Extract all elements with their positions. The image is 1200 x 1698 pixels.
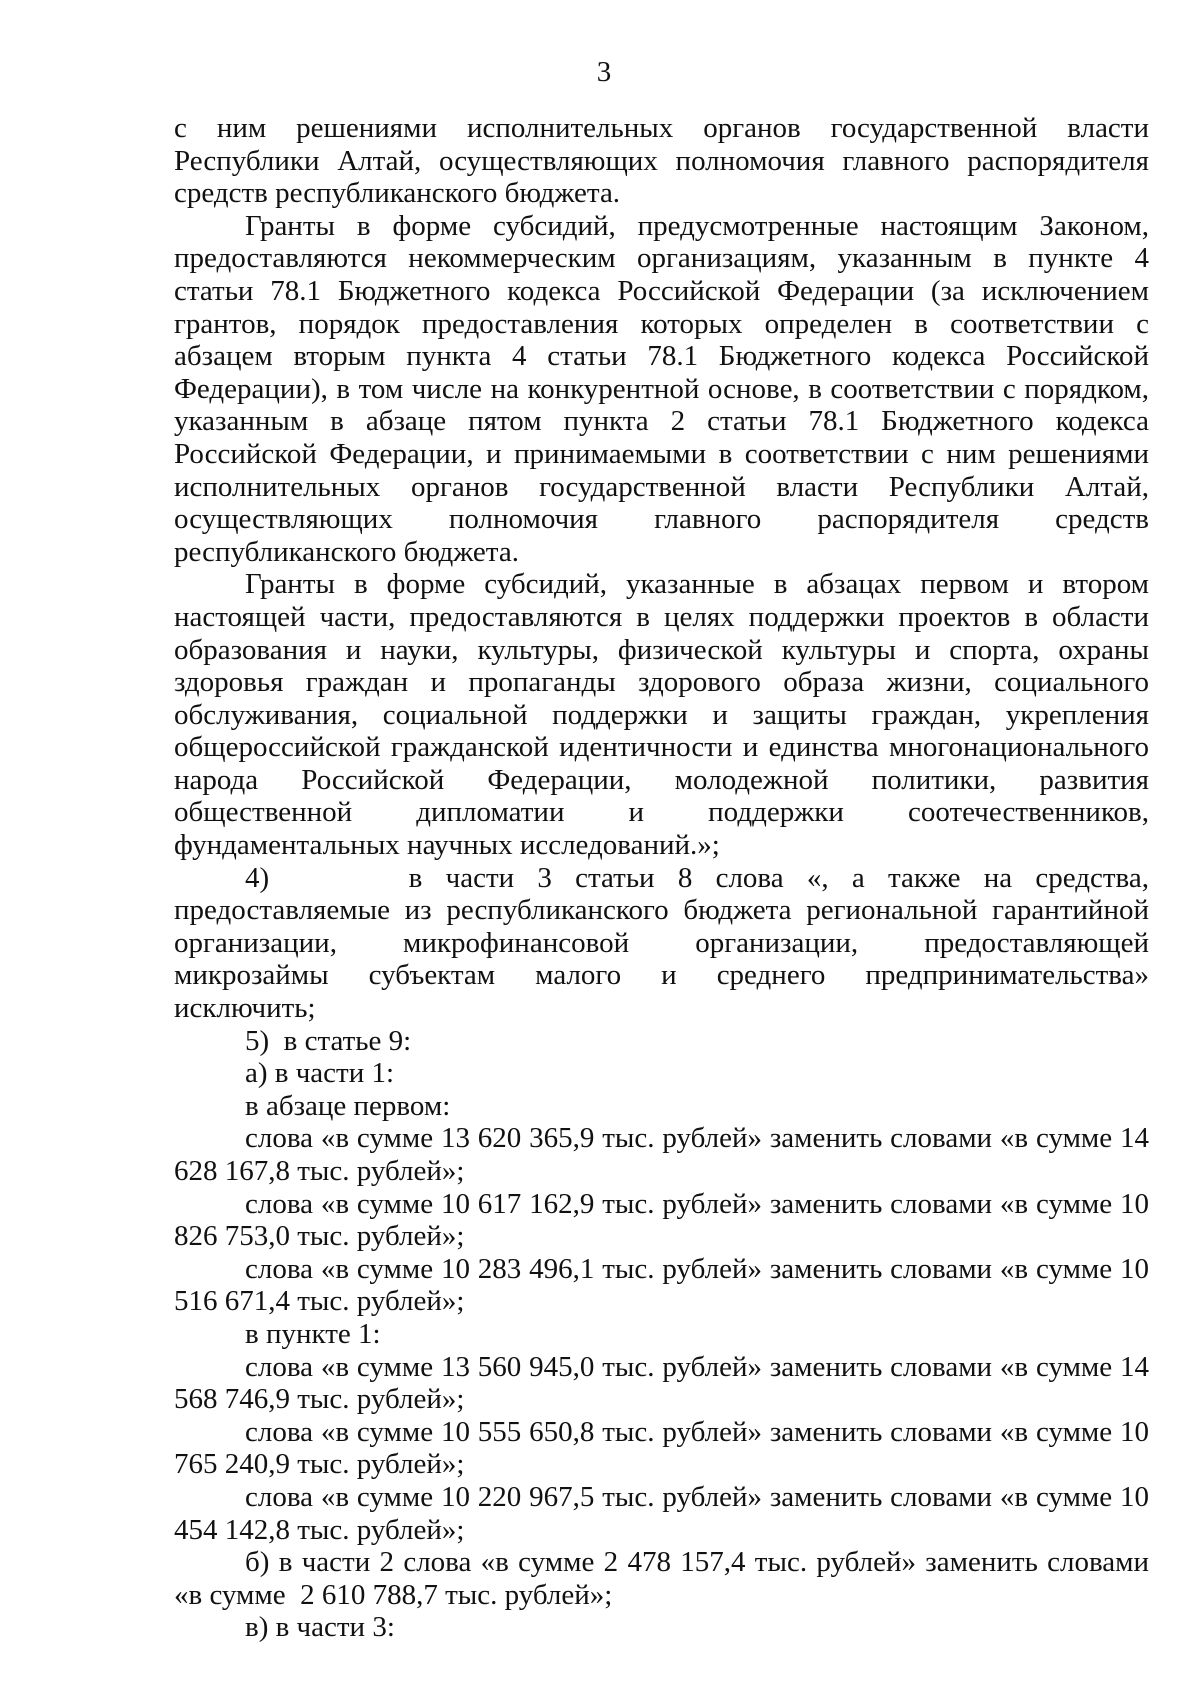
- subitem-v: в) в части 3:: [245, 1611, 395, 1644]
- amendment-line: слова «в сумме 10 220 967,5 тыс. рублей» заменить словами «в сумме 10 454 142,8 тыс. рублей»;: [174, 1480, 1149, 1546]
- amendment-line: слова «в сумме 10 555 650,8 тыс. рублей» заменить словами «в сумме 10 765 240,9 тыс. рублей»;: [174, 1415, 1149, 1481]
- amendment-line: слова «в сумме 10 617 162,9 тыс. рублей» заменить словами «в сумме 10 826 753,0 тыс. рублей»;: [174, 1187, 1149, 1253]
- paragraph-grants-purposes: Гранты в форме субсидий, указанные в абзацах первом и втором настоящей части, предоставляются в целях поддержки проектов в области образования и науки, культуры, физической культуры и спорта, охраны здоровья граждан и пропаганды здорового образа жизни, социального обслуживания, социальной поддержки и защиты граждан, укрепления общероссийской гражданской идентичности и единства многонационального народа Российской Федерации, молодежной политики, развития общественной дипломатии и поддержки соотечественников, фундаментальных научных исследований.»;: [174, 568, 1149, 862]
- subitem-b: б) в части 2 слова «в сумме 2 478 157,4 тыс. рублей» заменить словами «в сумме 2 610 788,7 тыс. рублей»;: [174, 1546, 1149, 1611]
- page-number: 3: [596, 56, 612, 88]
- amendment-line: слова «в сумме 13 560 945,0 тыс. рублей» заменить словами «в сумме 14 568 746,9 тыс. рублей»;: [174, 1350, 1149, 1416]
- paragraph-continuation: с ним решениями исполнительных органов государственной власти Республики Алтай, осуществляющих полномочия главного распорядителя средств республиканского бюджета.: [174, 112, 1149, 210]
- amendment-line: слова «в сумме 10 283 496,1 тыс. рублей» заменить словами «в сумме 10 516 671,4 тыс. рублей»;: [174, 1252, 1149, 1318]
- list-item-5: 5) в статье 9:: [245, 1024, 412, 1057]
- amendment-line: слова «в сумме 13 620 365,9 тыс. рублей» заменить словами «в сумме 14 628 167,8 тыс. рублей»;: [174, 1122, 1149, 1187]
- point-1-heading: в пункте 1:: [245, 1317, 381, 1350]
- subitem-a: а) в части 1:: [245, 1057, 395, 1090]
- list-item-4: 4) в части 3 статьи 8 слова «, а также на средства, предоставляемые из республиканского бюджета региональной гарантийной организации, микрофинансовой организации, предоставляющей микрозаймы субъектам малого и среднего предпринимательства» исключить;: [174, 861, 1149, 1025]
- first-paragraph-heading: в абзаце первом:: [245, 1089, 451, 1122]
- document-body: [174, 112, 1149, 1644]
- paragraph-grants-provision: Гранты в форме субсидий, предусмотренные настоящим Законом, предоставляются некоммерческим организациям, указанным в пункте 4 статьи 78.1 Бюджетного кодекса Российской Федерации (за исключением грантов, порядок предоставления которых определен в соответствии с абзацем вторым пункта 4 статьи 78.1 Бюджетного кодекса Российской Федерации), в том числе на конкурентной основе, в соответствии с порядком, указанным в абзаце пятом пункта 2 статьи 78.1 Бюджетного кодекса Российской Федерации, и принимаемыми в соответствии с ним решениями исполнительных органов государственной власти Республики Алтай, осуществляющих полномочия главного распорядителя средств республиканского бюджета.: [174, 209, 1149, 568]
